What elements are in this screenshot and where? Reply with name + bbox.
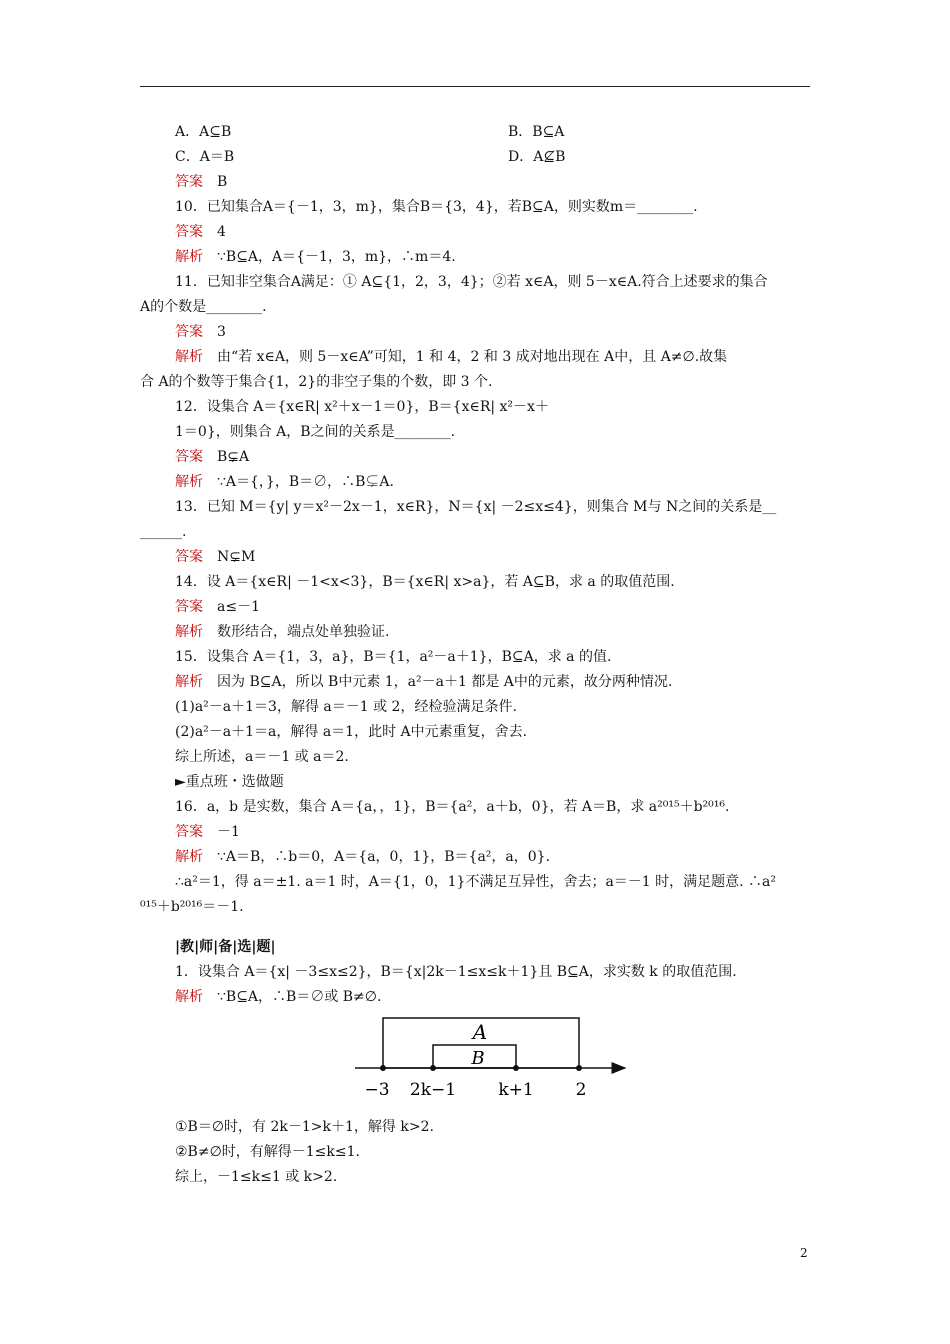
analysis-text: ∵A＝B，∴b＝0，A＝{a，0，1}，B＝{a²，a，0}. (217, 849, 551, 865)
answer-label: 答案 (175, 324, 203, 340)
analysis-text: ∵B⊆A，A＝{－1，3，m}，∴m＝4. (217, 249, 456, 265)
set-b-label: B (471, 1048, 485, 1069)
answer-value: N⊊M (217, 549, 256, 565)
question-13: 13．已知 M＝{y| y＝x²－2x－1，x∈R}，N＝{x| －2≤x≤4}，则集合 M与 N之间的关系是__ (175, 499, 777, 515)
tick-label: 2 (575, 1080, 587, 1100)
analysis-cont: ∴a²＝1，得 a＝±1. a＝1 时，A＝{1，0，1}不满足互异性，舍去；a＝－1 时，满足题意. ∴a² (175, 874, 777, 890)
analysis-text: 数形结合，端点处单独验证. (217, 624, 390, 640)
answer-value: －1 (217, 824, 240, 840)
question-11: 11．已知非空集合A满足：① A⊆{1，2，3，4}；②若 x∈A，则 5－x∈A.符合上述要求的集合 (175, 274, 768, 290)
option-b: B．B⊆A (508, 124, 565, 140)
number-line-diagram (355, 1013, 635, 1105)
answer-value: a≤－1 (217, 599, 260, 615)
point-k-plus-1 (513, 1065, 519, 1071)
answer-line (175, 822, 240, 842)
analysis-text: ∵B⊆A，∴B＝∅或 B≠∅. (217, 989, 382, 1005)
analysis-label: 解析 (175, 624, 203, 640)
set-a-label: A (472, 1020, 488, 1044)
teacher-question-1: 1．设集合 A＝{x| －3≤x≤2}，B＝{x|2k－1≤x≤k＋1}且 B⊆A，求实数 k 的取值范围. (175, 964, 737, 980)
tick-label: −3 (364, 1080, 390, 1100)
point-minus-3 (380, 1065, 386, 1071)
analysis-text: 因为 B⊆A，所以 B中元素 1，a²－a＋1 都是 A中的元素，故分两种情况. (217, 674, 673, 690)
question-16: 16．a，b 是实数，集合 A＝{a，，1}，B＝{a²，a＋b，0}，若 A＝B，求 a²⁰¹⁵＋b²⁰¹⁶. (175, 799, 730, 815)
question-13-cont: ______. (140, 524, 187, 540)
answer-label: 答案 (175, 224, 203, 240)
case-1: ①B＝∅时，有 2k－1>k＋1，解得 k>2. (175, 1119, 434, 1135)
answer-line (175, 597, 260, 617)
analysis-cont: 合 A的个数等于集合{1，2}的非空子集的个数，即 3 个. (140, 374, 493, 390)
tick-label: k+1 (498, 1080, 534, 1100)
question-11-cont: A的个数是________. (140, 299, 267, 315)
answer-value: 4 (217, 224, 226, 240)
question-10: 10．已知集合A＝{－1，3，m}，集合B＝{3，4}，若B⊆A，则实数m＝________. (175, 199, 698, 215)
answer-line (175, 447, 249, 467)
analysis-label: 解析 (175, 849, 203, 865)
analysis-line (175, 472, 394, 492)
answer-line (175, 172, 227, 192)
analysis-text: ∵A＝{，}，B＝∅，∴B⊊A. (217, 474, 394, 490)
analysis-label: 解析 (175, 674, 203, 690)
option-a: A．A⊆B (175, 124, 232, 140)
analysis-line (175, 247, 456, 267)
answer-label: 答案 (175, 174, 203, 190)
answer-line (175, 222, 226, 242)
answer-value: 3 (217, 324, 226, 340)
answer-label: 答案 (175, 824, 203, 840)
answer-value: B (217, 174, 228, 190)
conclusion: 综上，－1≤k≤1 或 k>2. (175, 1169, 338, 1185)
case-2: ②B≠∅时，有解得－1≤k≤1. (175, 1144, 360, 1160)
case-1: (1)a²－a＋1＝3，解得 a＝－1 或 2，经检验满足条件. (175, 699, 517, 715)
analysis-label: 解析 (175, 474, 203, 490)
question-12: 12．设集合 A＝{x∈R| x²＋x－1＝0}，B＝{x∈R| x²－x＋ (175, 399, 549, 415)
question-15: 15．设集合 A＝{1，3，a}，B＝{1，a²－a＋1}，B⊆A，求 a 的值. (175, 649, 612, 665)
analysis-line (175, 847, 550, 867)
analysis-line (175, 347, 727, 367)
answer-label: 答案 (175, 449, 203, 465)
analysis-label: 解析 (175, 349, 203, 365)
point-2k-minus-1 (430, 1065, 436, 1071)
analysis-line (175, 622, 389, 642)
question-14: 14．设 A＝{x∈R| －1<x<3}，B＝{x∈R| x>a}，若 A⊆B，求 a 的取值范围. (175, 574, 675, 590)
header-rule (140, 86, 810, 87)
analysis-label: 解析 (175, 249, 203, 265)
point-2 (576, 1065, 582, 1071)
answer-label: 答案 (175, 549, 203, 565)
answer-label: 答案 (175, 599, 203, 615)
analysis-line (175, 987, 381, 1007)
case-2: (2)a²－a＋1＝a，解得 a＝1，此时 A中元素重复，舍去. (175, 724, 528, 740)
teacher-section-heading: |教|师|备|选|题| (175, 939, 276, 955)
section-heading: ►重点班・选做题 (175, 774, 284, 790)
analysis-line (175, 672, 672, 692)
option-d: D．A⊈B (508, 149, 566, 165)
analysis-label: 解析 (175, 989, 203, 1005)
analysis-cont: ⁰¹⁵＋b²⁰¹⁶＝－1. (140, 899, 244, 915)
tick-label: 2k−1 (409, 1080, 457, 1100)
option-c: C．A＝B (175, 149, 235, 165)
answer-value: B⊊A (217, 449, 250, 465)
conclusion: 综上所述，a＝－1 或 a＝2. (175, 749, 349, 765)
answer-line (175, 322, 226, 342)
answer-line (175, 547, 255, 567)
page-number: 2 (800, 1246, 808, 1260)
analysis-text: 由“若 x∈A，则 5－x∈A”可知，1 和 4，2 和 3 成对地出现在 A中，且 A≠∅.故集 (217, 349, 728, 365)
question-12-cont: 1＝0}，则集合 A，B之间的关系是________. (175, 424, 456, 440)
